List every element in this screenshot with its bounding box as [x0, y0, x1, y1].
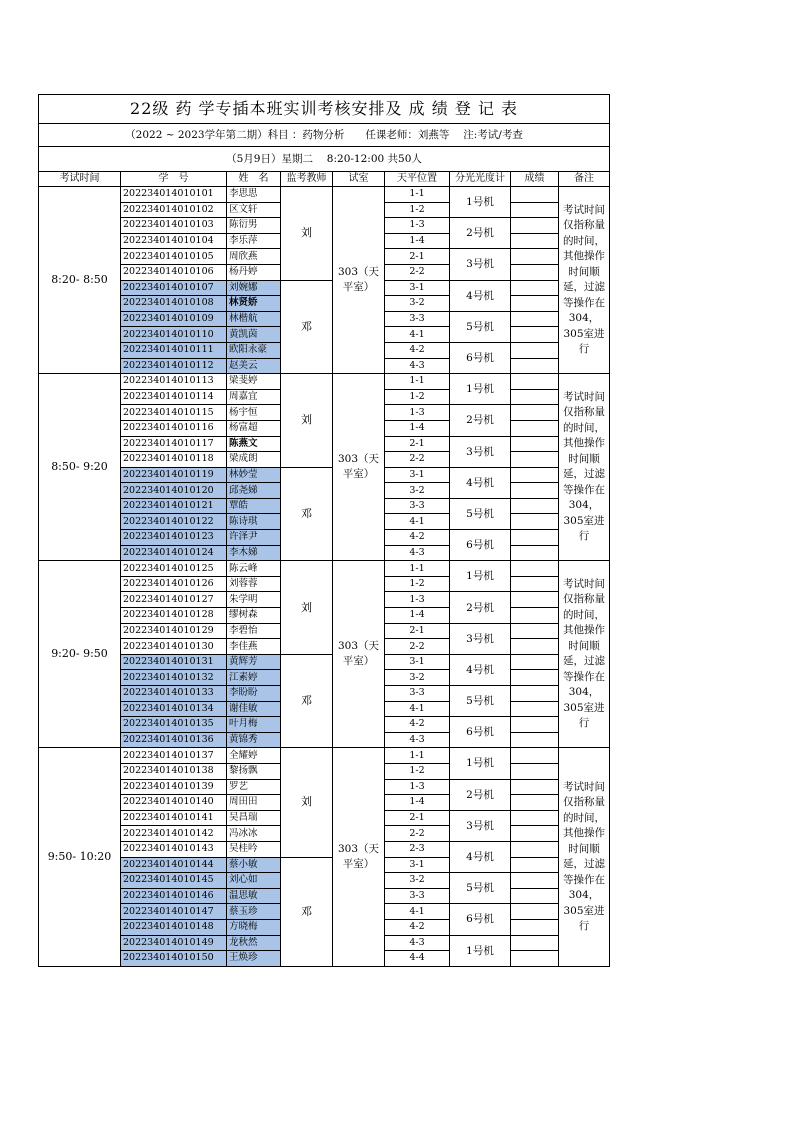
- student-name: 黄凯茵: [227, 327, 281, 343]
- student-id: 202234014010121: [121, 498, 227, 514]
- student-id: 202234014010104: [121, 233, 227, 249]
- student-name: 杨宇恒: [227, 405, 281, 421]
- exam-time-slot: 8:50- 9:20: [39, 374, 121, 561]
- balance-position: 1-4: [385, 233, 450, 249]
- balance-position: 3-2: [385, 296, 450, 312]
- student-id: 202234014010109: [121, 311, 227, 327]
- student-id: 202234014010145: [121, 873, 227, 889]
- proctor-teacher: 刘: [281, 561, 333, 655]
- student-id: 202234014010127: [121, 592, 227, 608]
- score-cell[interactable]: [511, 717, 559, 733]
- balance-position: 1-1: [385, 561, 450, 577]
- score-cell[interactable]: [511, 514, 559, 530]
- balance-position: 1-2: [385, 763, 450, 779]
- balance-position: 1-1: [385, 187, 450, 203]
- balance-position: 1-1: [385, 374, 450, 390]
- student-id: 202234014010108: [121, 296, 227, 312]
- score-cell[interactable]: [511, 623, 559, 639]
- student-name: 区文轩: [227, 202, 281, 218]
- balance-position: 2-1: [385, 436, 450, 452]
- spectrophotometer-machine: 6号机: [450, 342, 511, 373]
- balance-position: 3-1: [385, 857, 450, 873]
- table-row: [39, 654, 610, 670]
- score-cell[interactable]: [511, 202, 559, 218]
- student-name: 杨丹婷: [227, 264, 281, 280]
- balance-position: 3-2: [385, 670, 450, 686]
- student-id: 202234014010125: [121, 561, 227, 577]
- score-cell[interactable]: [511, 452, 559, 468]
- score-cell[interactable]: [511, 233, 559, 249]
- balance-position: 2-3: [385, 841, 450, 857]
- student-name: 黎扬飘: [227, 763, 281, 779]
- score-cell[interactable]: [511, 436, 559, 452]
- exam-time-slot: 9:20- 9:50: [39, 561, 121, 748]
- student-name: 朱学明: [227, 592, 281, 608]
- student-id: 202234014010136: [121, 732, 227, 748]
- balance-position: 4-4: [385, 951, 450, 967]
- score-cell[interactable]: [511, 561, 559, 577]
- student-id: 202234014010138: [121, 763, 227, 779]
- student-id: 202234014010143: [121, 841, 227, 857]
- table-row: [39, 467, 610, 483]
- score-cell[interactable]: [511, 405, 559, 421]
- balance-position: 3-3: [385, 888, 450, 904]
- balance-position: 3-1: [385, 654, 450, 670]
- student-id: 202234014010106: [121, 264, 227, 280]
- student-name: 林楷航: [227, 311, 281, 327]
- student-name: 李佳燕: [227, 639, 281, 655]
- student-id: 202234014010132: [121, 670, 227, 686]
- score-cell[interactable]: [511, 374, 559, 390]
- balance-position: 1-3: [385, 405, 450, 421]
- balance-position: 4-1: [385, 701, 450, 717]
- student-name: 邱尧娣: [227, 483, 281, 499]
- student-name: 陈燕文: [227, 436, 281, 452]
- balance-position: 1-2: [385, 576, 450, 592]
- spectrophotometer-machine: 2号机: [450, 779, 511, 810]
- student-id: 202234014010114: [121, 389, 227, 405]
- student-name: 方晓梅: [227, 919, 281, 935]
- student-id: 202234014010130: [121, 639, 227, 655]
- score-cell[interactable]: [511, 732, 559, 748]
- score-cell[interactable]: [511, 327, 559, 343]
- spectrophotometer-machine: 4号机: [450, 280, 511, 311]
- student-id: 202234014010128: [121, 608, 227, 624]
- student-name: 杨富超: [227, 420, 281, 436]
- balance-position: 2-2: [385, 639, 450, 655]
- score-cell[interactable]: [511, 670, 559, 686]
- score-cell[interactable]: [511, 701, 559, 717]
- spectrophotometer-machine: 5号机: [450, 873, 511, 904]
- student-id: 202234014010123: [121, 530, 227, 546]
- student-id: 202234014010142: [121, 826, 227, 842]
- score-cell[interactable]: [511, 576, 559, 592]
- student-id: 202234014010101: [121, 187, 227, 203]
- score-cell[interactable]: [511, 795, 559, 811]
- student-id: 202234014010111: [121, 342, 227, 358]
- student-id: 202234014010102: [121, 202, 227, 218]
- student-id: 202234014010149: [121, 935, 227, 951]
- header-score: 成绩: [511, 172, 559, 187]
- student-id: 202234014010120: [121, 483, 227, 499]
- table-row: [39, 187, 610, 203]
- score-cell[interactable]: [511, 873, 559, 889]
- proctor-teacher: 刘: [281, 748, 333, 857]
- student-id: 202234014010116: [121, 420, 227, 436]
- student-name: 温思敏: [227, 888, 281, 904]
- student-name: 周嘉宜: [227, 389, 281, 405]
- spectrophotometer-machine: 4号机: [450, 467, 511, 498]
- student-name: 刘婉娜: [227, 280, 281, 296]
- sheet-title: 22级 药 学专插本班实训考核安排及 成 绩 登 记 表: [39, 95, 610, 124]
- balance-position: 2-2: [385, 452, 450, 468]
- student-name: 林贤娇: [227, 296, 281, 312]
- student-id: 202234014010146: [121, 888, 227, 904]
- proctor-teacher: 邓: [281, 654, 333, 748]
- score-cell[interactable]: [511, 763, 559, 779]
- balance-position: 3-1: [385, 467, 450, 483]
- balance-position: 1-4: [385, 420, 450, 436]
- balance-position: 2-1: [385, 810, 450, 826]
- score-cell[interactable]: [511, 919, 559, 935]
- spectrophotometer-machine: 3号机: [450, 810, 511, 841]
- balance-position: 4-1: [385, 327, 450, 343]
- balance-position: 3-3: [385, 686, 450, 702]
- balance-position: 4-3: [385, 935, 450, 951]
- student-id: 202234014010139: [121, 779, 227, 795]
- score-cell[interactable]: [511, 280, 559, 296]
- score-cell[interactable]: [511, 748, 559, 764]
- header-name: 姓 名: [227, 172, 281, 187]
- score-cell[interactable]: [511, 654, 559, 670]
- student-id: 202234014010147: [121, 904, 227, 920]
- student-id: 202234014010148: [121, 919, 227, 935]
- remarks-note: 考试时间仅指称量的时间，其他操作时间顺延，过滤等操作在304，305室进行: [559, 748, 610, 966]
- table-row: [39, 374, 610, 390]
- student-name: 周欣燕: [227, 249, 281, 265]
- student-name: 谢佳敏: [227, 701, 281, 717]
- student-name: 李碧怡: [227, 623, 281, 639]
- score-cell[interactable]: [511, 342, 559, 358]
- score-cell[interactable]: [511, 358, 559, 374]
- remarks-note: 考试时间仅指称量的时间，其他操作时间顺延，过滤等操作在304，305室进行: [559, 374, 610, 561]
- course-info: （2022 ~ 2023学年第二期）科目 ：药物分析 任课老师：刘燕等 注:考试/考查: [39, 124, 610, 147]
- proctor-teacher: 刘: [281, 374, 333, 468]
- header-spectrophotometer: 分光光度计: [450, 172, 511, 187]
- spectrophotometer-machine: 2号机: [450, 405, 511, 436]
- spectrophotometer-machine: 1号机: [450, 187, 511, 218]
- remarks-note: 考试时间仅指称量的时间，其他操作时间顺延，过滤等操作在304，305室进行: [559, 187, 610, 374]
- spectrophotometer-machine: 4号机: [450, 654, 511, 685]
- balance-position: 2-2: [385, 826, 450, 842]
- student-id: 202234014010129: [121, 623, 227, 639]
- header-student-id: 学 号: [121, 172, 227, 187]
- balance-position: 1-2: [385, 389, 450, 405]
- student-id: 202234014010107: [121, 280, 227, 296]
- student-name: 李乐萍: [227, 233, 281, 249]
- header-balance-position: 天平位置: [385, 172, 450, 187]
- header-row: [39, 172, 610, 187]
- student-name: 黄辉芳: [227, 654, 281, 670]
- score-cell[interactable]: [511, 530, 559, 546]
- score-cell[interactable]: [511, 826, 559, 842]
- score-cell[interactable]: [511, 467, 559, 483]
- student-id: 202234014010134: [121, 701, 227, 717]
- header-room: 试室: [333, 172, 385, 187]
- student-id: 202234014010144: [121, 857, 227, 873]
- score-cell[interactable]: [511, 608, 559, 624]
- student-name: 陈衍男: [227, 218, 281, 234]
- student-name: 王焕珍: [227, 951, 281, 967]
- student-id: 202234014010115: [121, 405, 227, 421]
- spectrophotometer-machine: 5号机: [450, 498, 511, 529]
- student-name: 李盼盼: [227, 686, 281, 702]
- header-proctor: 监考教师: [281, 172, 333, 187]
- student-name: 林妙莹: [227, 467, 281, 483]
- student-name: 覃皓: [227, 498, 281, 514]
- table-row: [39, 748, 610, 764]
- table-row: [39, 280, 610, 296]
- spectrophotometer-machine: 3号机: [450, 623, 511, 654]
- score-cell[interactable]: [511, 249, 559, 265]
- exam-room: 303（天平室）: [333, 748, 385, 966]
- student-name: 吴昌瑞: [227, 810, 281, 826]
- score-cell[interactable]: [511, 810, 559, 826]
- student-name: 蔡玉珍: [227, 904, 281, 920]
- balance-position: 1-3: [385, 218, 450, 234]
- spectrophotometer-machine: 3号机: [450, 249, 511, 280]
- proctor-teacher: 邓: [281, 857, 333, 966]
- student-id: 202234014010150: [121, 951, 227, 967]
- balance-position: 1-3: [385, 779, 450, 795]
- balance-position: 1-2: [385, 202, 450, 218]
- balance-position: 3-2: [385, 483, 450, 499]
- score-cell[interactable]: [511, 545, 559, 561]
- student-name: 全耀婷: [227, 748, 281, 764]
- student-name: 龙秋然: [227, 935, 281, 951]
- student-name: 梁斐婷: [227, 374, 281, 390]
- proctor-teacher: 刘: [281, 187, 333, 281]
- balance-position: 1-4: [385, 608, 450, 624]
- score-cell[interactable]: [511, 951, 559, 967]
- score-cell[interactable]: [511, 904, 559, 920]
- student-id: 202234014010117: [121, 436, 227, 452]
- table-row: [39, 561, 610, 577]
- balance-position: 4-1: [385, 514, 450, 530]
- student-name: 蔡小敏: [227, 857, 281, 873]
- balance-position: 3-2: [385, 873, 450, 889]
- spectrophotometer-machine: 1号机: [450, 935, 511, 966]
- score-cell[interactable]: [511, 888, 559, 904]
- student-name: 李木娣: [227, 545, 281, 561]
- score-cell[interactable]: [511, 389, 559, 405]
- exam-room: 303（天平室）: [333, 374, 385, 561]
- balance-position: 3-1: [385, 280, 450, 296]
- spectrophotometer-machine: 2号机: [450, 592, 511, 623]
- student-name: 陈诗琪: [227, 514, 281, 530]
- student-id: 202234014010110: [121, 327, 227, 343]
- spectrophotometer-machine: 1号机: [450, 748, 511, 779]
- table-row: [39, 857, 610, 873]
- score-cell[interactable]: [511, 686, 559, 702]
- student-name: 李思思: [227, 187, 281, 203]
- balance-position: 2-1: [385, 623, 450, 639]
- student-id: 202234014010141: [121, 810, 227, 826]
- student-id: 202234014010103: [121, 218, 227, 234]
- balance-position: 3-3: [385, 498, 450, 514]
- score-cell[interactable]: [511, 296, 559, 312]
- student-id: 202234014010122: [121, 514, 227, 530]
- exam-schedule-table: [38, 94, 610, 967]
- student-name: 梁成朗: [227, 452, 281, 468]
- student-id: 202234014010124: [121, 545, 227, 561]
- header-remarks: 备注: [559, 172, 610, 187]
- balance-position: 4-3: [385, 732, 450, 748]
- spectrophotometer-machine: 2号机: [450, 218, 511, 249]
- balance-position: 4-3: [385, 545, 450, 561]
- score-cell[interactable]: [511, 498, 559, 514]
- student-name: 江素婷: [227, 670, 281, 686]
- balance-position: 4-2: [385, 919, 450, 935]
- score-cell[interactable]: [511, 935, 559, 951]
- balance-position: 1-3: [385, 592, 450, 608]
- student-name: 叶月梅: [227, 717, 281, 733]
- student-id: 202234014010113: [121, 374, 227, 390]
- score-cell[interactable]: [511, 187, 559, 203]
- score-cell[interactable]: [511, 857, 559, 873]
- student-id: 202234014010137: [121, 748, 227, 764]
- student-name: 冯冰冰: [227, 826, 281, 842]
- balance-position: 2-1: [385, 249, 450, 265]
- balance-position: 2-2: [385, 264, 450, 280]
- exam-time-slot: 9:50- 10:20: [39, 748, 121, 966]
- spectrophotometer-machine: 5号机: [450, 311, 511, 342]
- spectrophotometer-machine: 6号机: [450, 530, 511, 561]
- student-id: 202234014010135: [121, 717, 227, 733]
- balance-position: 4-2: [385, 342, 450, 358]
- score-cell[interactable]: [511, 779, 559, 795]
- score-cell[interactable]: [511, 311, 559, 327]
- balance-position: 4-2: [385, 717, 450, 733]
- exam-room: 303（天平室）: [333, 187, 385, 374]
- score-cell[interactable]: [511, 264, 559, 280]
- remarks-note: 考试时间仅指称量的时间，其他操作时间顺延，过滤等操作在304，305室进行: [559, 561, 610, 748]
- balance-position: 4-1: [385, 904, 450, 920]
- spectrophotometer-machine: 3号机: [450, 436, 511, 467]
- student-id: 202234014010112: [121, 358, 227, 374]
- student-name: 赵美云: [227, 358, 281, 374]
- spectrophotometer-machine: 6号机: [450, 717, 511, 748]
- student-id: 202234014010118: [121, 452, 227, 468]
- spectrophotometer-machine: 1号机: [450, 374, 511, 405]
- balance-position: 4-2: [385, 530, 450, 546]
- student-id: 202234014010119: [121, 467, 227, 483]
- student-name: 陈云峰: [227, 561, 281, 577]
- spectrophotometer-machine: 5号机: [450, 686, 511, 717]
- proctor-teacher: 邓: [281, 467, 333, 561]
- balance-position: 1-4: [385, 795, 450, 811]
- student-id: 202234014010140: [121, 795, 227, 811]
- proctor-teacher: 邓: [281, 280, 333, 374]
- score-cell[interactable]: [511, 639, 559, 655]
- student-id: 202234014010126: [121, 576, 227, 592]
- score-cell[interactable]: [511, 841, 559, 857]
- student-name: 黄锦秀: [227, 732, 281, 748]
- student-id: 202234014010131: [121, 654, 227, 670]
- score-cell[interactable]: [511, 218, 559, 234]
- spectrophotometer-machine: 4号机: [450, 841, 511, 872]
- student-name: 缪树森: [227, 608, 281, 624]
- student-name: 刘心如: [227, 873, 281, 889]
- student-name: 许泽尹: [227, 530, 281, 546]
- exam-time-slot: 8:20- 8:50: [39, 187, 121, 374]
- header-exam-time: 考试时间: [39, 172, 121, 187]
- student-id: 202234014010105: [121, 249, 227, 265]
- exam-date: （5月9日）星期二 8:20-12:00 共50人: [39, 147, 610, 172]
- student-name: 刘蓉蓉: [227, 576, 281, 592]
- student-name: 欧阳永豪: [227, 342, 281, 358]
- spectrophotometer-machine: 1号机: [450, 561, 511, 592]
- student-name: 吴桂吟: [227, 841, 281, 857]
- exam-room: 303（天平室）: [333, 561, 385, 748]
- score-cell[interactable]: [511, 592, 559, 608]
- balance-position: 4-3: [385, 358, 450, 374]
- spectrophotometer-machine: 6号机: [450, 904, 511, 935]
- score-cell[interactable]: [511, 420, 559, 436]
- balance-position: 1-1: [385, 748, 450, 764]
- student-id: 202234014010133: [121, 686, 227, 702]
- student-name: 罗艺: [227, 779, 281, 795]
- balance-position: 3-3: [385, 311, 450, 327]
- score-cell[interactable]: [511, 483, 559, 499]
- student-name: 周田田: [227, 795, 281, 811]
